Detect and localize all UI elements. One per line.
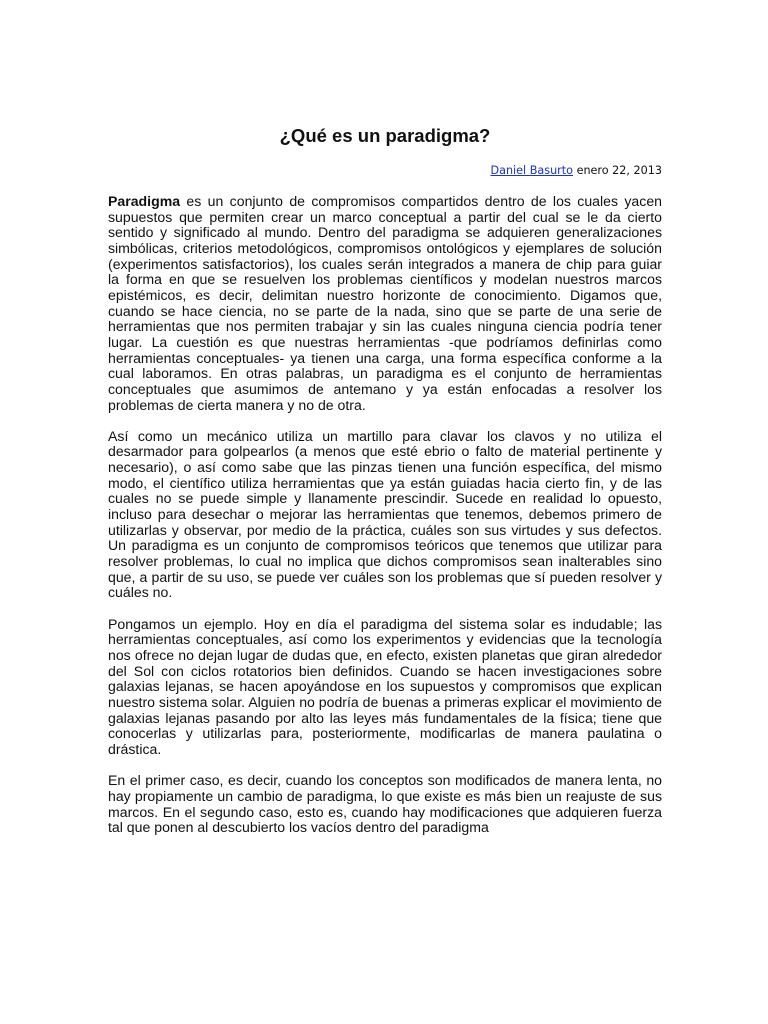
article-body <box>108 194 662 852</box>
byline <box>108 162 662 180</box>
paragraph-4 <box>108 773 662 836</box>
paragraph-text: En el primer caso, es decir, cuando los conceptos son modificados de manera lenta, no hay propiamente un cambio de paradigma, lo que existe es más bien un reajuste de sus marcos. En el segundo caso, esto es, cuando hay modificaciones que adquieren fuerza tal que ponen al descubierto los vacíos dentro del paradigma <box>108 772 662 836</box>
paragraph-3 <box>108 617 662 758</box>
publish-date: enero 22, 2013 <box>576 164 662 177</box>
paragraph-2 <box>108 429 662 601</box>
author-link[interactable]: Daniel Basurto <box>490 164 573 177</box>
paragraph-text: es un conjunto de compromisos compartidos dentro de los cuales yacen supuestos que permiten crear un marco conceptual a partir del cual se le da cierto sentido y significado al mundo. Dentro del paradigma se adquieren generalizaciones simbólicas, criterios metodológicos, compromisos ontológicos y ejemplares de solución (experimentos satisfactorios), los cuales serán integrados a manera de chip para guiar la forma en que se resuelven los problemas científicos y modelan nuestros marcos epistémicos, es decir, delimitan nuestro horizonte de conocimiento. Digamos que, cuando se hace ciencia, no se parte de la nada, sino que se parte de una serie de herramientas que nos permiten trabajar y sin las cuales ninguna ciencia podría tener lugar. La cuestión es que nuestras herramientas -que podríamos definirlas como herramientas conceptuales- ya tienen una carga, una forma específica conforme a la cual laboramos. En otras palabras, un paradigma es el conjunto de herramientas conceptuales que asumimos de antemano y ya están enfocadas a resolver los problemas de cierta manera y no de otra. <box>108 193 662 413</box>
page-title: ¿Qué es un paradigma? <box>279 125 491 146</box>
paragraph-text: Pongamos un ejemplo. Hoy en día el paradigma del sistema solar es indudable; las herramientas conceptuales, así como los experimentos y evidencias que la tecnología nos ofrece no dejan lugar de dudas que, en efecto, existen planetas que giran alrededor del Sol con ciclos rotatorios bien definidos. Cuando se hacen investigaciones sobre galaxias lejanas, se hacen apoyándose en los supuestos y compromisos que explican nuestro sistema solar. Alguien no podría de buenas a primeras explicar el movimiento de galaxias lejanas pasando por alto las leyes más fundamentales de la física; tiene que conocerlas y utilizarlas para, posteriormente, modificarlas de manera paulatina o drástica. <box>108 615 662 757</box>
paragraph-1 <box>108 194 662 413</box>
paragraph-lead-term: Paradigma <box>108 193 181 209</box>
paragraph-text: Así como un mecánico utiliza un martillo para clavar los clavos y no utiliza el desarmador para golpearlos (a menos que esté ebrio o falto de material pertinente y necesario), o así como sabe que las pinzas tienen una función específica, del mismo modo, el científico utiliza herramientas que ya están guiadas hacia cierto fin, y de las cuales no se puede simple y llanamente prescindir. Sucede en realidad lo opuesto, incluso para desechar o mejorar las herramientas que tenemos, debemos primero de utilizarlas y observar, por medio de la práctica, cuáles son sus virtudes y sus defectos. Un paradigma es un conjunto de compromisos teóricos que tenemos que utilizar para resolver problemas, lo cual no implica que dichos compromisos sean inalterables sino que, a partir de su uso, se puede ver cuáles son los problemas que sí pueden resolver y cuáles no. <box>108 427 662 601</box>
